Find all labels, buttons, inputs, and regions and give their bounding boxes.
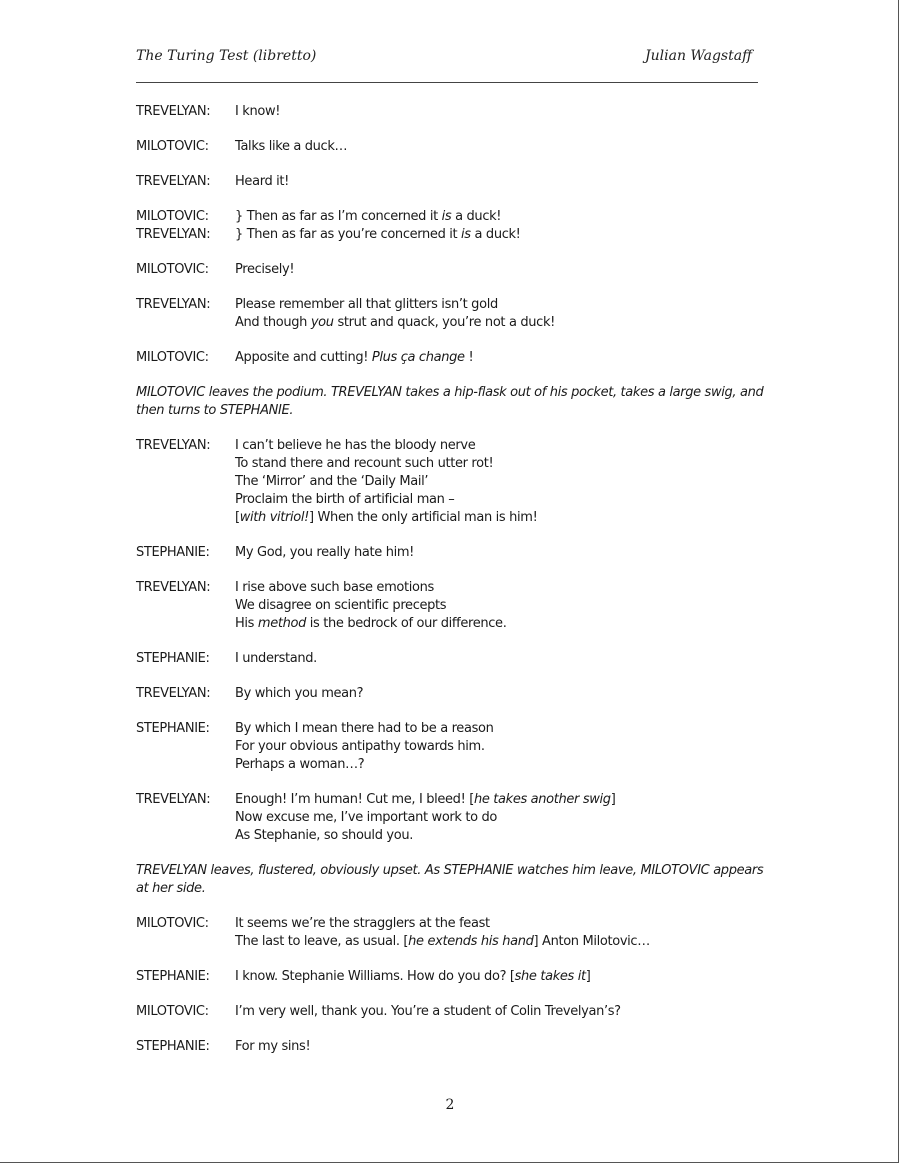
dialogue-text: Apposite and cutting! — [235, 350, 372, 365]
speech-lines — [235, 173, 776, 191]
speech-lines — [235, 685, 776, 703]
simultaneous-lines — [136, 208, 776, 244]
dialogue-line — [235, 261, 776, 279]
dialogue-line — [235, 349, 776, 367]
dialogue-text: My God, you really hate him! — [235, 545, 415, 560]
speech-block — [136, 138, 776, 156]
speech-block — [136, 968, 776, 986]
dialogue-line — [235, 579, 776, 597]
dialogue-text: strut and quack, you’re not a duck! — [333, 315, 555, 330]
speech-block — [136, 437, 776, 527]
dialogue-line — [235, 314, 776, 332]
dialogue-line — [235, 138, 776, 156]
speech-lines — [235, 103, 776, 121]
dialogue-text: Please remember all that glitters isn’t gold — [235, 297, 498, 312]
speech-block — [136, 1003, 776, 1021]
dialogue-line — [235, 226, 776, 244]
speech-block — [136, 103, 776, 121]
dialogue-text: ] Anton Milotovic… — [533, 934, 650, 949]
dialogue-text: I’m very well, thank you. You’re a student of Colin Trevelyan’s? — [235, 1004, 621, 1019]
speaker-name: TREVELYAN: — [136, 438, 211, 453]
dialogue-line — [235, 650, 776, 668]
speaker-name: MILOTOVIC: — [136, 350, 209, 365]
page-number: 2 — [445, 1097, 455, 1113]
header-rule — [136, 82, 758, 83]
dialogue-text: Enough! I’m human! Cut me, I bleed! [ — [235, 792, 474, 807]
speech-lines — [235, 437, 776, 527]
dialogue-line — [235, 544, 776, 562]
speech-block — [136, 579, 776, 633]
speech-lines — [235, 544, 776, 562]
speaker-name: TREVELYAN: — [136, 104, 211, 119]
dialogue-text: The ‘Mirror’ and the ‘Daily Mail’ — [235, 474, 429, 489]
dialogue-text: ] — [610, 792, 616, 807]
dialogue-line — [235, 455, 776, 473]
stage-direction-inline: with vitriol! — [239, 510, 310, 525]
dialogue-text: ! — [464, 350, 474, 365]
speech-block — [136, 720, 776, 774]
speaker-name: TREVELYAN: — [136, 297, 211, 312]
script-body — [136, 103, 776, 1073]
dialogue-line — [235, 809, 776, 827]
dialogue-text: As Stephanie, so should you. — [235, 828, 413, 843]
dialogue-text: For your obvious antipathy towards him. — [235, 739, 485, 754]
speech-block — [136, 349, 776, 367]
stage-direction-inline: he extends his hand — [408, 934, 534, 949]
dialogue-text: is the bedrock of our difference. — [306, 616, 507, 631]
speaker-name: STEPHANIE: — [136, 969, 210, 984]
dialogue-text: [ — [235, 510, 240, 525]
speech-row — [136, 226, 776, 244]
dialogue-line — [235, 720, 776, 738]
dialogue-line — [235, 1038, 776, 1056]
stage-direction: MILOTOVIC leaves the podium. TREVELYAN takes a hip-flask out of his pocket, takes a large swig, and then turns to STEPHANIE. — [136, 385, 764, 418]
dialogue-line — [235, 915, 776, 933]
stage-direction-inline: you — [310, 315, 334, 330]
dialogue-text: I know! — [235, 104, 281, 119]
dialogue-text: a duck! — [470, 227, 521, 242]
stage-direction: TREVELYAN leaves, flustered, obviously upset. As STEPHANIE watches him leave, MILOTOVIC appears at her side. — [136, 863, 764, 896]
dialogue-line — [235, 791, 776, 809]
speech-block — [136, 915, 776, 951]
dialogue-line — [235, 933, 776, 951]
dialogue-text: We disagree on scientific precepts — [235, 598, 447, 613]
speech-block — [136, 296, 776, 332]
dialogue-text: By which I mean there had to be a reason — [235, 721, 494, 736]
speech-block — [136, 544, 776, 562]
dialogue-text: Perhaps a woman…? — [235, 757, 365, 772]
speech-lines — [235, 1038, 776, 1056]
dialogue-text: I know. Stephanie Williams. How do you do? [ — [235, 969, 515, 984]
speaker-name: MILOTOVIC: — [136, 916, 209, 931]
speaker-name: TREVELYAN: — [136, 174, 211, 189]
dialogue-text: ] — [585, 969, 591, 984]
dialogue-text: } Then as far as you’re concerned it — [235, 227, 462, 242]
dialogue-line — [235, 968, 776, 986]
speaker-name: STEPHANIE: — [136, 721, 210, 736]
dialogue-line — [235, 437, 776, 455]
speech-block — [136, 650, 776, 668]
speaker-name: TREVELYAN: — [136, 792, 211, 807]
speech-lines — [235, 138, 776, 156]
stage-direction-inline: is — [461, 227, 471, 242]
dialogue-line — [235, 491, 776, 509]
speaker-name: STEPHANIE: — [136, 1039, 210, 1054]
dialogue-line — [235, 473, 776, 491]
speech-lines — [235, 968, 776, 986]
speech-lines — [235, 915, 776, 951]
dialogue-text: To stand there and recount such utter rot! — [235, 456, 494, 471]
header-author: Julian Wagstaff — [645, 48, 752, 64]
dialogue-text: It seems we’re the stragglers at the feast — [235, 916, 490, 931]
speaker-name: TREVELYAN: — [136, 227, 211, 242]
speech-block — [136, 261, 776, 279]
dialogue-text: } Then as far as I’m concerned it — [235, 209, 442, 224]
speech-lines — [235, 296, 776, 332]
speech-lines — [235, 1003, 776, 1021]
stage-direction-inline: is — [441, 209, 452, 224]
dialogue-text: Precisely! — [235, 262, 295, 277]
dialogue-text: And though — [235, 315, 311, 330]
speaker-name: TREVELYAN: — [136, 686, 211, 701]
dialogue-text: Now excuse me, I’ve important work to do — [235, 810, 498, 825]
dialogue-line — [235, 208, 776, 226]
dialogue-line — [235, 597, 776, 615]
dialogue-text: a duck! — [451, 209, 502, 224]
dialogue-text: Proclaim the birth of artificial man – — [235, 492, 455, 507]
dialogue-line — [235, 685, 776, 703]
dialogue-line — [235, 1003, 776, 1021]
speech-block — [136, 791, 776, 845]
speaker-name: MILOTOVIC: — [136, 262, 209, 277]
dialogue-text: The last to leave, as usual. [ — [235, 934, 409, 949]
dialogue-line — [235, 103, 776, 121]
speaker-name: STEPHANIE: — [136, 651, 210, 666]
speaker-name: MILOTOVIC: — [136, 1004, 209, 1019]
dialogue-text: His — [235, 616, 258, 631]
speech-lines — [235, 720, 776, 774]
dialogue-text: I understand. — [235, 651, 317, 666]
speaker-name: MILOTOVIC: — [136, 209, 209, 224]
dialogue-line — [235, 738, 776, 756]
dialogue-text: ] When the only artificial man is him! — [309, 510, 538, 525]
dialogue-line — [235, 509, 776, 527]
speech-row — [136, 208, 776, 226]
dialogue-line — [235, 615, 776, 633]
dialogue-text: For my sins! — [235, 1039, 311, 1054]
dialogue-line — [235, 827, 776, 845]
dialogue-text: I rise above such base emotions — [235, 580, 434, 595]
dialogue-text: Heard it! — [235, 174, 290, 189]
speech-block — [136, 685, 776, 703]
stage-direction-inline: Plus ça change — [371, 350, 465, 365]
dialogue-line — [235, 296, 776, 314]
speech-lines — [235, 349, 776, 367]
dialogue-line — [235, 173, 776, 191]
stage-direction-inline: he takes another swig — [473, 792, 611, 807]
speaker-name: STEPHANIE: — [136, 545, 210, 560]
speaker-name: MILOTOVIC: — [136, 139, 209, 154]
stage-direction-inline: method — [257, 616, 307, 631]
dialogue-text: By which you mean? — [235, 686, 364, 701]
speech-lines — [235, 791, 776, 845]
speech-lines — [235, 650, 776, 668]
speech-lines — [235, 579, 776, 633]
speaker-name: TREVELYAN: — [136, 580, 211, 595]
speech-block — [136, 173, 776, 191]
speech-lines — [235, 261, 776, 279]
dialogue-text: Talks like a duck… — [235, 139, 348, 154]
header-title: The Turing Test (libretto) — [136, 48, 317, 64]
dialogue-text: I can’t believe he has the bloody nerve — [235, 438, 476, 453]
stage-direction-inline: she takes it — [514, 969, 586, 984]
speech-block — [136, 1038, 776, 1056]
dialogue-line — [235, 756, 776, 774]
